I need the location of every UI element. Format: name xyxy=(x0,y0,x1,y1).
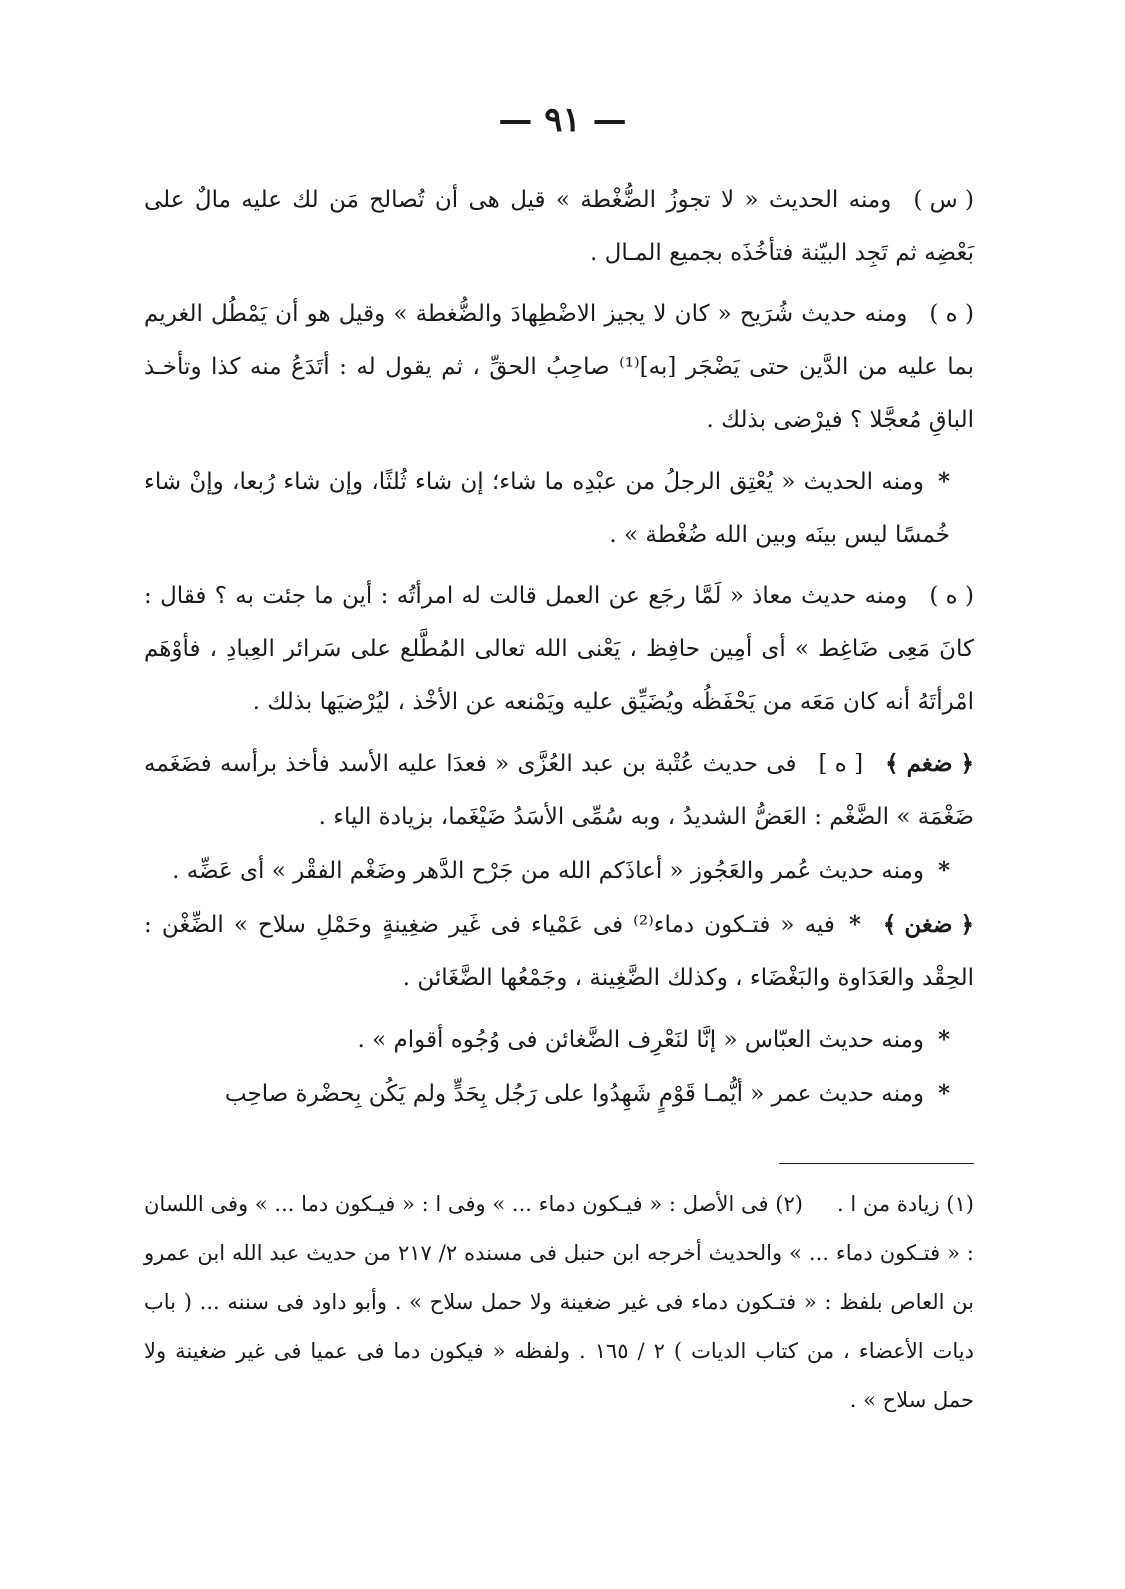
paragraph-text: فيه « فتـكون دماء⁽²⁾ فى عَمْياء فى غَير ضغِينةٍ وحَمْلِ سلاح » الضِّغْن : الحِقْد والعَدَاوة والبَغْضَاء ، وكذلك الضَّغِينة ، وجَمْعُها الضَّغَائن . xyxy=(144,912,974,991)
entry-paragraph xyxy=(144,737,974,844)
footnote-2: (٢) فى الأصل : « فيـكون دماء ... » وفى ا : « فيـكون دما ... » وفى اللسان : « فتـكون دماء ... » والحديث أخرجه ابن حنبل فى مسنده ٢/ ٢١٧ من حديث عبد الله ابن عمرو بن العاص بلفظ : « فتـكون دماء فى غير ضغينة ولا حمل سلاح » . وأبو داود فى سننه ... ( باب ديات الأعضاء ، من كتاب الديات ) ٢ / ١٦٥ . ولفظه « فيكون دما فى عميا فى غير ضغينة ولا حمل سلاح » . xyxy=(144,1192,974,1412)
footnote-1: (١) زيادة من ا . xyxy=(836,1192,974,1216)
entry-paragraph xyxy=(144,174,974,280)
star-marker: * xyxy=(937,857,950,884)
footnotes xyxy=(144,1180,974,1425)
footnote-divider xyxy=(779,1163,974,1164)
entry-paragraph xyxy=(144,455,974,562)
paragraph-text: ومنه حديث شُرَيح « كان لا يجيز الاضْطِهادَ والضُّغطة » وقيل هو أن يَمْطُل الغريم بما عليه من الدَّين حتى يَضْجَر [به]⁽¹⁾ صاحِبُ الحقِّ ، ثم يقول له : أتَدَعُ منه كذا وتأخـذ الباقِ مُعجَّلا ؟ فيرْضى بذلك . xyxy=(144,301,974,433)
paragraph-text: فى حديث عُتْبة بن عبد العُزَّى « فعدَا عليه الأسد فأخذ برأسه فضَغَمه ضَغْمَة » الضَّغْم : العَضُّ الشديدُ ، وبه سُمِّى الأسَدُ ضَيْغَما، بزيادة الياء . xyxy=(144,751,974,830)
source-label: ( ه ) xyxy=(929,301,974,327)
entry-paragraph xyxy=(144,1067,974,1121)
page-number: — ٩١ — xyxy=(498,100,627,140)
entry-paragraph xyxy=(144,570,974,729)
star-marker: * xyxy=(937,468,950,495)
paragraph-text: ومنه الحديث « لا تجوزُ الضُّغْطة » قيل هى أن تُصالح مَن لك عليه مالٌ على بَعْضِه ثم تَجِد البيّنة فتأخُذَه بجميع المـال . xyxy=(144,187,974,266)
paragraph-text: ومنه حديث العبّاس « إنَّا لنَعْرِف الضَّغائن فى وُجُوه أقوام » . xyxy=(357,1027,924,1053)
entry-paragraph xyxy=(144,898,974,1005)
root-heading: ﴿ ضغن ﴾ xyxy=(882,911,974,938)
paragraph-text: ومنه حديث معاذ « لَمَّا رجَع عن العمل قالت له امرأتُه : أين ما جئت به ؟ فقال : كانَ مَعِى ضَاغِط » أى أمِين حافِظ ، يَعْنى الله تعالى المُطَّلع على سَرائر العِبادِ ، فأوْهَم امْرأتَهُ أنه كان مَعَه من يَحْفَظُه ويُضَيِّق عليه ويَمْنعه عن الأخْذ ، ليُرْضيَها بذلك . xyxy=(144,583,974,715)
entry-paragraph xyxy=(144,844,974,898)
entry-paragraph xyxy=(144,1013,974,1067)
source-label: [ ه ] xyxy=(818,751,864,777)
paragraph-text: ومنه الحديث « يُعْتِق الرجلُ من عبْدِه ما شاء؛ إن شاء ثُلثًا، وإن شاء رُبعا، وإنْ شاء خُمسًا ليس بينَه وبين الله ضُغْطة » . xyxy=(144,469,950,548)
paragraph-text: ومنه حديث عمر « أيُّمـا قَوْمٍ شَهِدُوا على رَجُل بِحَدٍّ ولم يَكُن بِحضْرة صاحِب xyxy=(224,1081,924,1107)
entry-body xyxy=(144,174,974,1121)
paragraph-text: ومنه حديث عُمر والعَجُوز « أعاذَكم الله من جَرْح الدَّهر وضَغْم الفقْر » أى عَضِّه . xyxy=(172,858,924,884)
star-marker: * xyxy=(848,911,861,938)
star-marker: * xyxy=(937,1026,950,1053)
entry-paragraph xyxy=(144,288,974,447)
source-label: ( ه ) xyxy=(929,583,974,609)
root-heading: ﴿ ضغم ﴾ xyxy=(885,750,974,777)
footnote xyxy=(144,1180,974,1425)
star-marker: * xyxy=(937,1080,950,1107)
source-label: ( س ) xyxy=(913,187,974,213)
